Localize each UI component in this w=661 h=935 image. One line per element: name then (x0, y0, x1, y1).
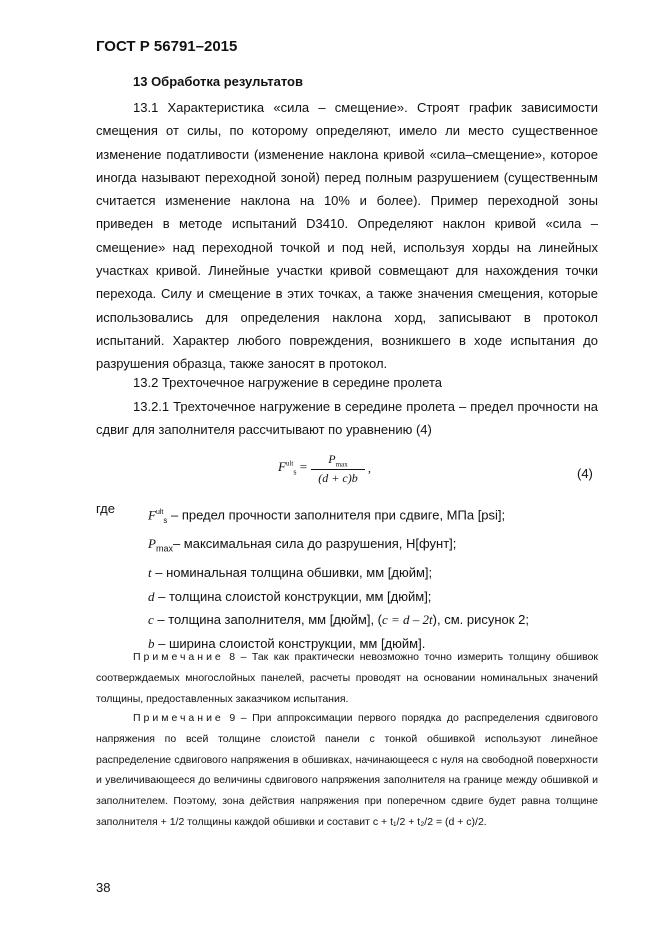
equation-fraction (311, 452, 365, 486)
paragraph-13-1: 13.1 Характеристика «сила – смещение». Строят график зависимости смещения от силы, по которому определяют, имело ли место существенное изменение податливости (изменение наклона кривой «сила–смещение», которое иногда называют переходной зоной) перед полным разрушением (существенным считается изменение наклона на 10% и более). Пример переходной зоны приведен в методе испытаний D3410. Определяют наклон кривой «сила – смещение» над переходной точкой и под ней, используя хорды на линейных участках кривой. Линейные участки кривой совмещают для нахождения точки перехода. Силу и смещение в этих точках, а также значения смещения, которые использовались для определения наклона хорд, записывают в протокол испытаний. Характер любого повреждения, возникшего в ходе испытания до разрушения образца, также заносят в протокол. (96, 100, 598, 372)
fraction-bar (311, 469, 365, 470)
where-label: где (96, 501, 115, 516)
definition-t: t – номинальная толщина обшивки, мм [дюйм]; (148, 565, 433, 581)
definitions-list (148, 501, 529, 655)
equation-4 (278, 452, 578, 492)
document-header: ГОСТ Р 56791–2015 (96, 38, 238, 55)
note-8: Примечание 8 – Так как практически невозможно точно измерить толщину обшивок соотверждаемых многослойных панелей, расчеты проводят на основании номинальных значений толщины, предоставленных заказчиком испытания. (96, 651, 598, 705)
equation-numerator: $P_{max}$ (328, 452, 348, 469)
equation-lhs: $F^{ult}_s$ = (278, 459, 308, 477)
equation-number: (4) (577, 466, 593, 481)
definition-c: c – толщина заполнителя, мм [дюйм], (c = d – 2t), см. рисунок 2; (148, 612, 529, 628)
page-number: 38 (96, 880, 111, 895)
equation-denominator: (d + c)b (318, 471, 358, 486)
note-9: Примечание 9 – При аппроксимации первого порядка до распределения сдвигового напряжения по всей толщине слоистой панели с тонкой обшивкой используют линейное распределение сдвигового напряжения в обшивках, начинающееся с нуля на свободной поверхности и увеличивающееся до величины сдвигового напряжения заполнителя на границе между обшивкой и заполнителем. Поэтому, зона действия напряжения при поперечном сдвиге будет равна толщине заполнителя + 1/2 толщины каждой обшивки и составит с + t₁/2 + t₂/2 = (d + c)/2. (96, 712, 598, 828)
definition-pmax: $P_{max}-$ максимальная сила до разрушения, Н[фунт]; (148, 536, 457, 554)
section-title: 13 Обработка результатов (133, 74, 303, 89)
paragraph-13-2-1: 13.2.1 Трехточечное нагружение в середине пролета – предел прочности на сдвиг для заполнителя рассчитывают по уравнению (4) (96, 399, 598, 438)
definition-d: d – толщина слоистой конструкции, мм [дюйм]; (148, 588, 432, 604)
equation-comma: , (368, 461, 371, 475)
definition-fs: $F^{ult}_s$ – предел прочности заполнителя при сдвиге, МПа [psi]; (148, 507, 506, 525)
definition-b: b – ширина слоистой конструкции, мм [дюйм]. (148, 635, 426, 651)
paragraph-13-2: 13.2 Трехточечное нагружение в середине пролета (133, 375, 443, 390)
